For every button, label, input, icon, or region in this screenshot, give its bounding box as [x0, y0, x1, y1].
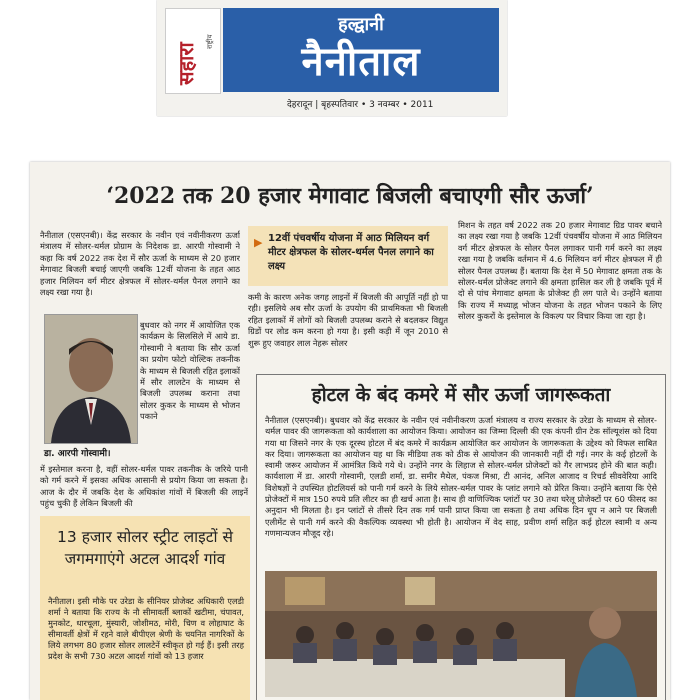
arrow-icon: ▶	[254, 236, 263, 249]
side-story-title: 13 हजार सोलर स्ट्रीट लाइटों से जगमगाएंगे अटल आदर्श गांव	[57, 528, 233, 568]
photo-caption: डा. आरपी गोस्वामी।	[44, 449, 111, 459]
second-story-headline: होटल के बंद कमरे में सौर ऊर्जा जागरूकता	[311, 384, 611, 406]
highlight-text: 12वीं पंचवर्षीय योजना में आठ मिलियन वर्ग मीटर क्षेत्रफल के सोलर-थर्मल पैनल लगाने का लक्ष्य	[268, 233, 434, 272]
workshop-photo	[265, 571, 657, 697]
side-story-body: नैनीताल। इसी मौके पर उरेडा के सीनियर प्रोजेक्ट अधिकारी एलडी शर्मा ने बताया कि राज्य के नौ सीमावर्ती ब्लाकों खटीमा, चंपावत, मुनकोट, धारचूला, मुंस्यारी, जोशीमठ, मोरी, चिण व लोहाघाट के सीमावर्ती क्षेत्रों में रहने वाले बीपीएल श्रेणी के चयनित नागरिकों के लिये लगभग 80 हजार सोलर लालटेनें स्वीकृत हो गई हैं। इसी तरह प्रदेश के सभी 730 अटल आदर्श गांवों को 13 हजार	[48, 596, 244, 661]
second-story	[256, 374, 666, 700]
city-name: नैनीताल	[301, 39, 421, 85]
news-clipping	[30, 162, 670, 700]
article-column-continuation: में इस्तेमाल करना है, वहीं सोलर-थर्मल पावर तकनीक के जरिये पानी को गर्म करने में इसका अधिक आसानी से प्रयोग किया जा सकता है। आज के दौर में जबकि देश के अधिकांश गांवों में बिजली की लाइनें पहुंच चुकी हैं लेकिन बिजली की	[40, 464, 248, 509]
dateline: देहरादून | बृहस्पतिवार • 3 नवम्बर • 2011	[287, 100, 434, 110]
article-column-3: मिशन के तहत वर्ष 2022 तक 20 हजार मेगावाट ग्रिड पावर बचाने का लक्ष्य रखा गया है जबकि 12वीं पंचवर्षीय योजना में आठ मिलियन वर्ग मीटर क्षेत्रफल के सोलर पैनल लगाकर पानी गर्म करने का लक्ष्य रखा गया है जबकि वर्तमान में 4.6 मिलियन वर्ग मीटर क्षेत्रफल में ही सोलर पैनल उपलब्ध हैं। बताया कि देश में 50 मेगावाट क्षमता तक के सोलर-थर्मल प्रोजेक्ट लगाने की क्षमता हासिल कर ली है जबकि पूर्व में दो से पांच मेगावाट क्षमता के प्रोजेक्ट ही लग पाते थे। उन्होंने बताया कि राज्य में मध्याह्न भोजन योजना के तहत भोजन पकाने के लिए सोलर कुकरों के इस्तेमाल के विकल्प पर विचार किया जा रहा है।	[458, 220, 662, 322]
second-story-body: नैनीताल (एसएनबी)। बुधवार को केंद्र सरकार के नवीन एवं नवीनीकरण ऊर्जा मंत्रालय व राज्य सरकार के उरेडा के माध्यम से सोलर-थर्मल पावर की जागरूकता को कार्यशाला का आयोजन किया। आयोजन का जिम्मा दिल्ली की एक कंपनी ग्रीन टेक सॉल्यूशंस को दिया गया था जिसने नगर के एक दूरस्थ होटल में बंद कमरे में कार्यक्रम आयोजित कर आयोजन के जागरूकता के उद्देश्य को विफल साबित कर दिया। जागरूकता का आयोजन यह था कि मीडिया तक को ठीक से आयोजन की जानकारी नहीं दी गई। नगर के कई होटलों के स्वामी जरूर आयोजन में आमंत्रित किये गये थे। उन्होंने नगर के लिहाज से सोलर-थर्मल प्रोजेक्टों को गैर लाभप्रद होने की बात कही। कार्यशाला में डा. आरपी गोस्वामी, एलडी शर्मा, डा. समीर मैथेल, पंकज मिश्रा, टी आनंद, अनिल आजाद व रिचर्ड सीववेरिया आदि विशेषज्ञों ने उपस्थित होटलियर्स को पानी गर्म करने के लिये सोलर-थर्मल पावर के प्लांट लगाने को प्रेरित किया। उन्होंने बताया कि ऐसे प्रोजेक्टों में मात्र 150 रुपये प्रति लीटर का ही खर्च आता है। साथ ही वाणिज्यिक प्लांटों पर 30 तथा घरेलू प्रोजेक्टों पर 60 फीसद का अनुदान भी मिलता है। इन प्लांटों से तीसरे दिन तक गर्म पानी प्राप्त किया जा सकता है तथा अधिक दिन धूप न आने पर बिजली एलीमेंट से पानी गर्म करने की वैकल्पिक व्यवस्था भी होती है। आयोजन में वेद साह, प्रवीण शर्मा सहित कई होटल स्वामी व अन्य गणमान्यजन मौजूद रहे।	[265, 415, 657, 538]
masthead	[157, 0, 507, 116]
edition-name: हल्द्वानी	[338, 14, 384, 35]
workshop-image	[265, 571, 657, 697]
newspaper-logo	[165, 8, 221, 94]
brand-name: सहारा	[174, 42, 198, 85]
article-column-2: कमी के कारण अनेक जगह लाइनों में बिजली की आपूर्ति नहीं हो पा रही। इसलिये अब सौर ऊर्जा के उपयोग की प्राथमिकता भी बिजली रहित इलाकों में लोगों को बिजली उपलब्ध कराने से बदलकर विद्युत ग्रिडों पर लोड कम करना हो गया है। इसी कड़ी में जून 2010 से शुरू हुए जवाहर लाल नेहरू सोलर	[248, 292, 448, 348]
edition-banner	[223, 8, 499, 92]
article-intro: नैनीताल (एसएनबी)। केंद्र सरकार के नवीन एवं नवीनीकरण ऊर्जा मंत्रालय में सोलर-थर्मल प्रोग्राम के निदेशक डा. आरपी गोस्वामी ने कहा कि वर्ष 2022 तक देश में सौर ऊर्जा के माध्यम से 20 हजार मेगावाट बिजली बचाई जाएगी जबकि 12वीं योजना के तहत आठ हजार मिलियन वर्ग मीटर क्षेत्रफल में सोलर-थर्मल पैनल लगाने का लक्ष्य रखा गया है।	[40, 230, 240, 298]
article-column-mid: बुधवार को नगर में आयोजित एक कार्यक्रम के सिलसिले में आये डा. गोस्वामी ने बताया कि सौर ऊर्जा का प्रयोग फोटो वोल्टिक तकनीक के माध्यम से बिजली रहित इलाकों में सौर लालटेन के माध्यम से बिजली उपलब्ध कराना तथा सोलर कुकर के माध्यम से भोजन पकाने	[140, 320, 240, 422]
side-story-box	[40, 516, 250, 700]
portrait-photo	[44, 314, 138, 444]
main-headline: ‘2022 तक 20 हजार मेगावाट बिजली बचाएगी सौर ऊर्जा’	[106, 183, 594, 209]
portrait-image	[45, 315, 137, 443]
brand-small: राष्ट्रीय	[206, 34, 214, 49]
highlight-box	[248, 226, 448, 286]
